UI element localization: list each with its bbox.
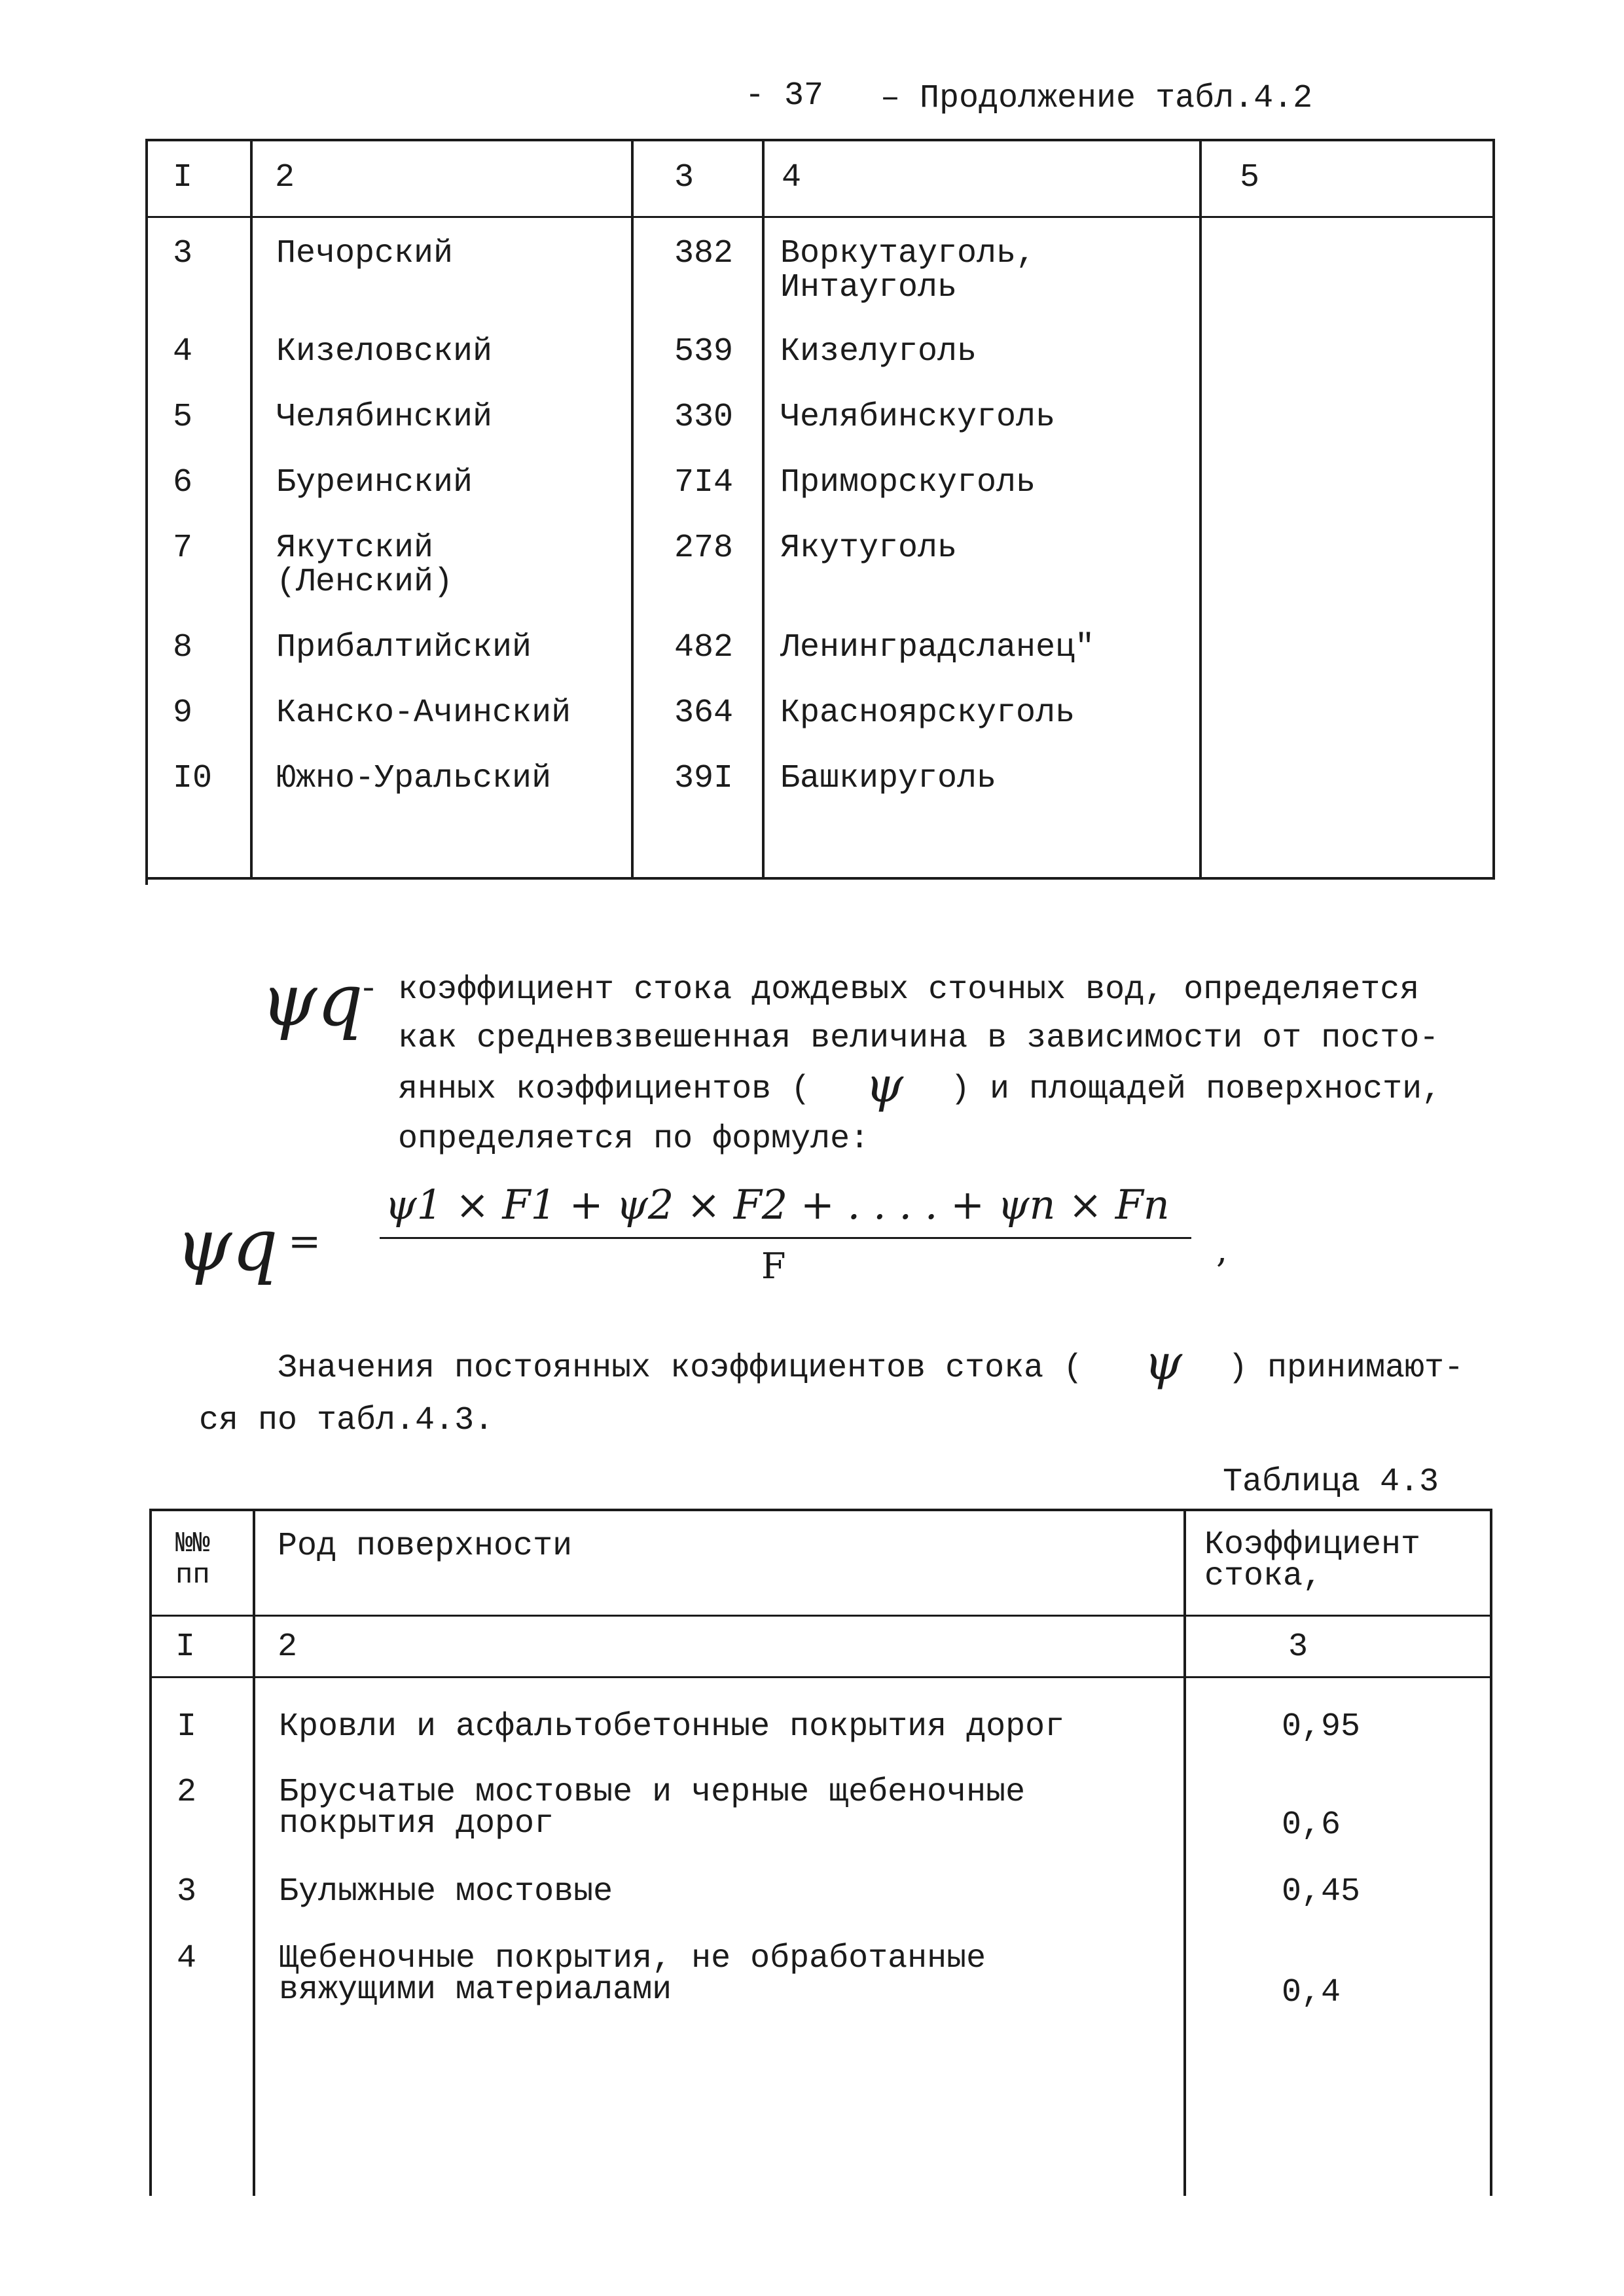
table-4-2-row-org: Ленинградсланец" (780, 629, 1095, 666)
table-4-2-row-value: 330 (674, 399, 734, 436)
table-4-2 (145, 139, 1495, 885)
table-4-3-head-surface: Род поверхности (278, 1528, 573, 1565)
table-4-2-header-3: 3 (674, 159, 695, 196)
table-4-2-row-org: Башкируголь (780, 760, 997, 797)
formula-equals: = (288, 1219, 321, 1265)
table-4-2-row-basin: Челябинский (276, 399, 493, 436)
table-4-2-row-value: 39I (674, 760, 734, 797)
table-4-2-row-org: Красноярскуголь (780, 694, 1075, 732)
definition-line-2: как средневзвешенная величина в зависимости от посто- (398, 1020, 1439, 1057)
table-4-2-header-5: 5 (1240, 159, 1260, 196)
formula-lhs: ψq (175, 1203, 278, 1287)
table-4-2-row-number: 5 (173, 399, 193, 436)
table-4-2-row-number: 7 (173, 529, 193, 567)
paragraph-line-1a: Значения постоянных коэффициентов стока ( (278, 1350, 1083, 1387)
formula-numerator: ψ1 × F1 + ψ2 × F2 + . . . . + ψn × Fn (385, 1181, 1170, 1229)
table-4-2-row-basin: Прибалтийский (276, 629, 532, 666)
table-4-2-row-number: I0 (173, 760, 213, 797)
table-4-3-colnum-1: I (175, 1628, 196, 1666)
table-4-2-row-basin: Печорский (276, 235, 454, 272)
formula-denominator: F (761, 1246, 786, 1287)
table-4-3-row-surface: Булыжные мостовые (279, 1873, 613, 1910)
table-4-2-row-value: 382 (674, 235, 734, 272)
formula-comma: , (1216, 1229, 1228, 1270)
table-4-2-row-basin: Якутский (Ленский) (276, 529, 454, 601)
table-4-2-row-org: Воркутауголь, Интауголь (780, 235, 1036, 306)
table-4-3-colnum-3: 3 (1288, 1628, 1308, 1666)
psi-q-symbol: ψq (261, 958, 363, 1042)
table-4-3-row-surface: Кровли и асфальтобетонные покрытия дорог (279, 1708, 1065, 1746)
table-4-2-row-number: 9 (173, 694, 193, 732)
table-4-2-header-2: 2 (275, 159, 295, 196)
table-4-3 (149, 1509, 1492, 2196)
table-4-3-row-coef: 0,95 (1282, 1708, 1361, 1746)
paragraph-line-1b: ) принимают- (1228, 1350, 1464, 1387)
table-4-2-row-number: 6 (173, 464, 193, 501)
definition-line-1: - коэффициент стока дождевых сточных вод, определяется (359, 971, 1420, 1009)
table-4-3-row-surface: Брусчатые мостовые и черные щебеночные покрытия дорог (279, 1774, 1026, 1842)
psi-inline-2: ψ (1144, 1335, 1183, 1391)
table-4-3-row-coef: 0,6 (1282, 1806, 1341, 1844)
table-4-2-row-value: 364 (674, 694, 734, 732)
table-4-3-row-coef: 0,45 (1282, 1873, 1361, 1910)
psi-inline-1: ψ (865, 1057, 904, 1113)
paragraph-line-2: ся по табл.4.3. (199, 1402, 494, 1439)
table-4-2-row-basin: Кизеловский (276, 333, 493, 370)
table-4-2-row-basin: Канско-Ачинский (276, 694, 571, 732)
formula-fraction-bar (380, 1237, 1191, 1239)
table-4-3-row-coef: 0,4 (1282, 1974, 1341, 2011)
table-4-2-row-basin: Буреинский (276, 464, 473, 501)
table-4-3-row-number: I (177, 1708, 197, 1746)
table-4-3-colnum-2: 2 (278, 1628, 298, 1666)
table-4-2-header-4: 4 (782, 159, 802, 196)
table-4-2-row-value: 482 (674, 629, 734, 666)
table-4-2-header-1: I (173, 159, 193, 196)
table-4-3-row-surface: Щебеночные покрытия, не обработанные вяжущими материалами (279, 1940, 986, 2009)
table-4-2-row-org: Кизелуголь (780, 333, 977, 370)
table-4-3-row-number: 2 (177, 1774, 197, 1811)
table-4-3-row-number: 3 (177, 1873, 197, 1910)
table-4-2-row-org: Якутуголь (780, 529, 958, 567)
definition-line-3b: ) и площадей поверхности, (950, 1071, 1442, 1108)
page-number: - 37 (745, 77, 824, 115)
table-4-2-row-number: 3 (173, 235, 193, 272)
definition-line-3a: янных коэффициентов ( (398, 1071, 811, 1108)
table-4-2-row-number: 8 (173, 629, 193, 666)
table-4-2-row-org: Челябинскуголь (780, 399, 1056, 436)
table-4-3-caption: Таблица 4.3 (1223, 1463, 1439, 1501)
continuation-caption: – Продолжение табл.4.2 (880, 80, 1313, 117)
table-4-2-row-value: 7I4 (674, 464, 734, 501)
table-4-3-row-number: 4 (177, 1940, 197, 1977)
table-4-3-head-number: №№ пп (175, 1528, 210, 1592)
table-4-2-row-basin: Южно-Уральский (276, 760, 552, 797)
table-4-2-row-org: Приморскуголь (780, 464, 1036, 501)
table-4-3-head-coef: Коэффициент стока, (1204, 1526, 1421, 1595)
definition-line-4: определяется по формуле: (398, 1121, 870, 1158)
table-4-2-row-value: 539 (674, 333, 734, 370)
table-4-2-row-value: 278 (674, 529, 734, 567)
table-4-2-row-number: 4 (173, 333, 193, 370)
